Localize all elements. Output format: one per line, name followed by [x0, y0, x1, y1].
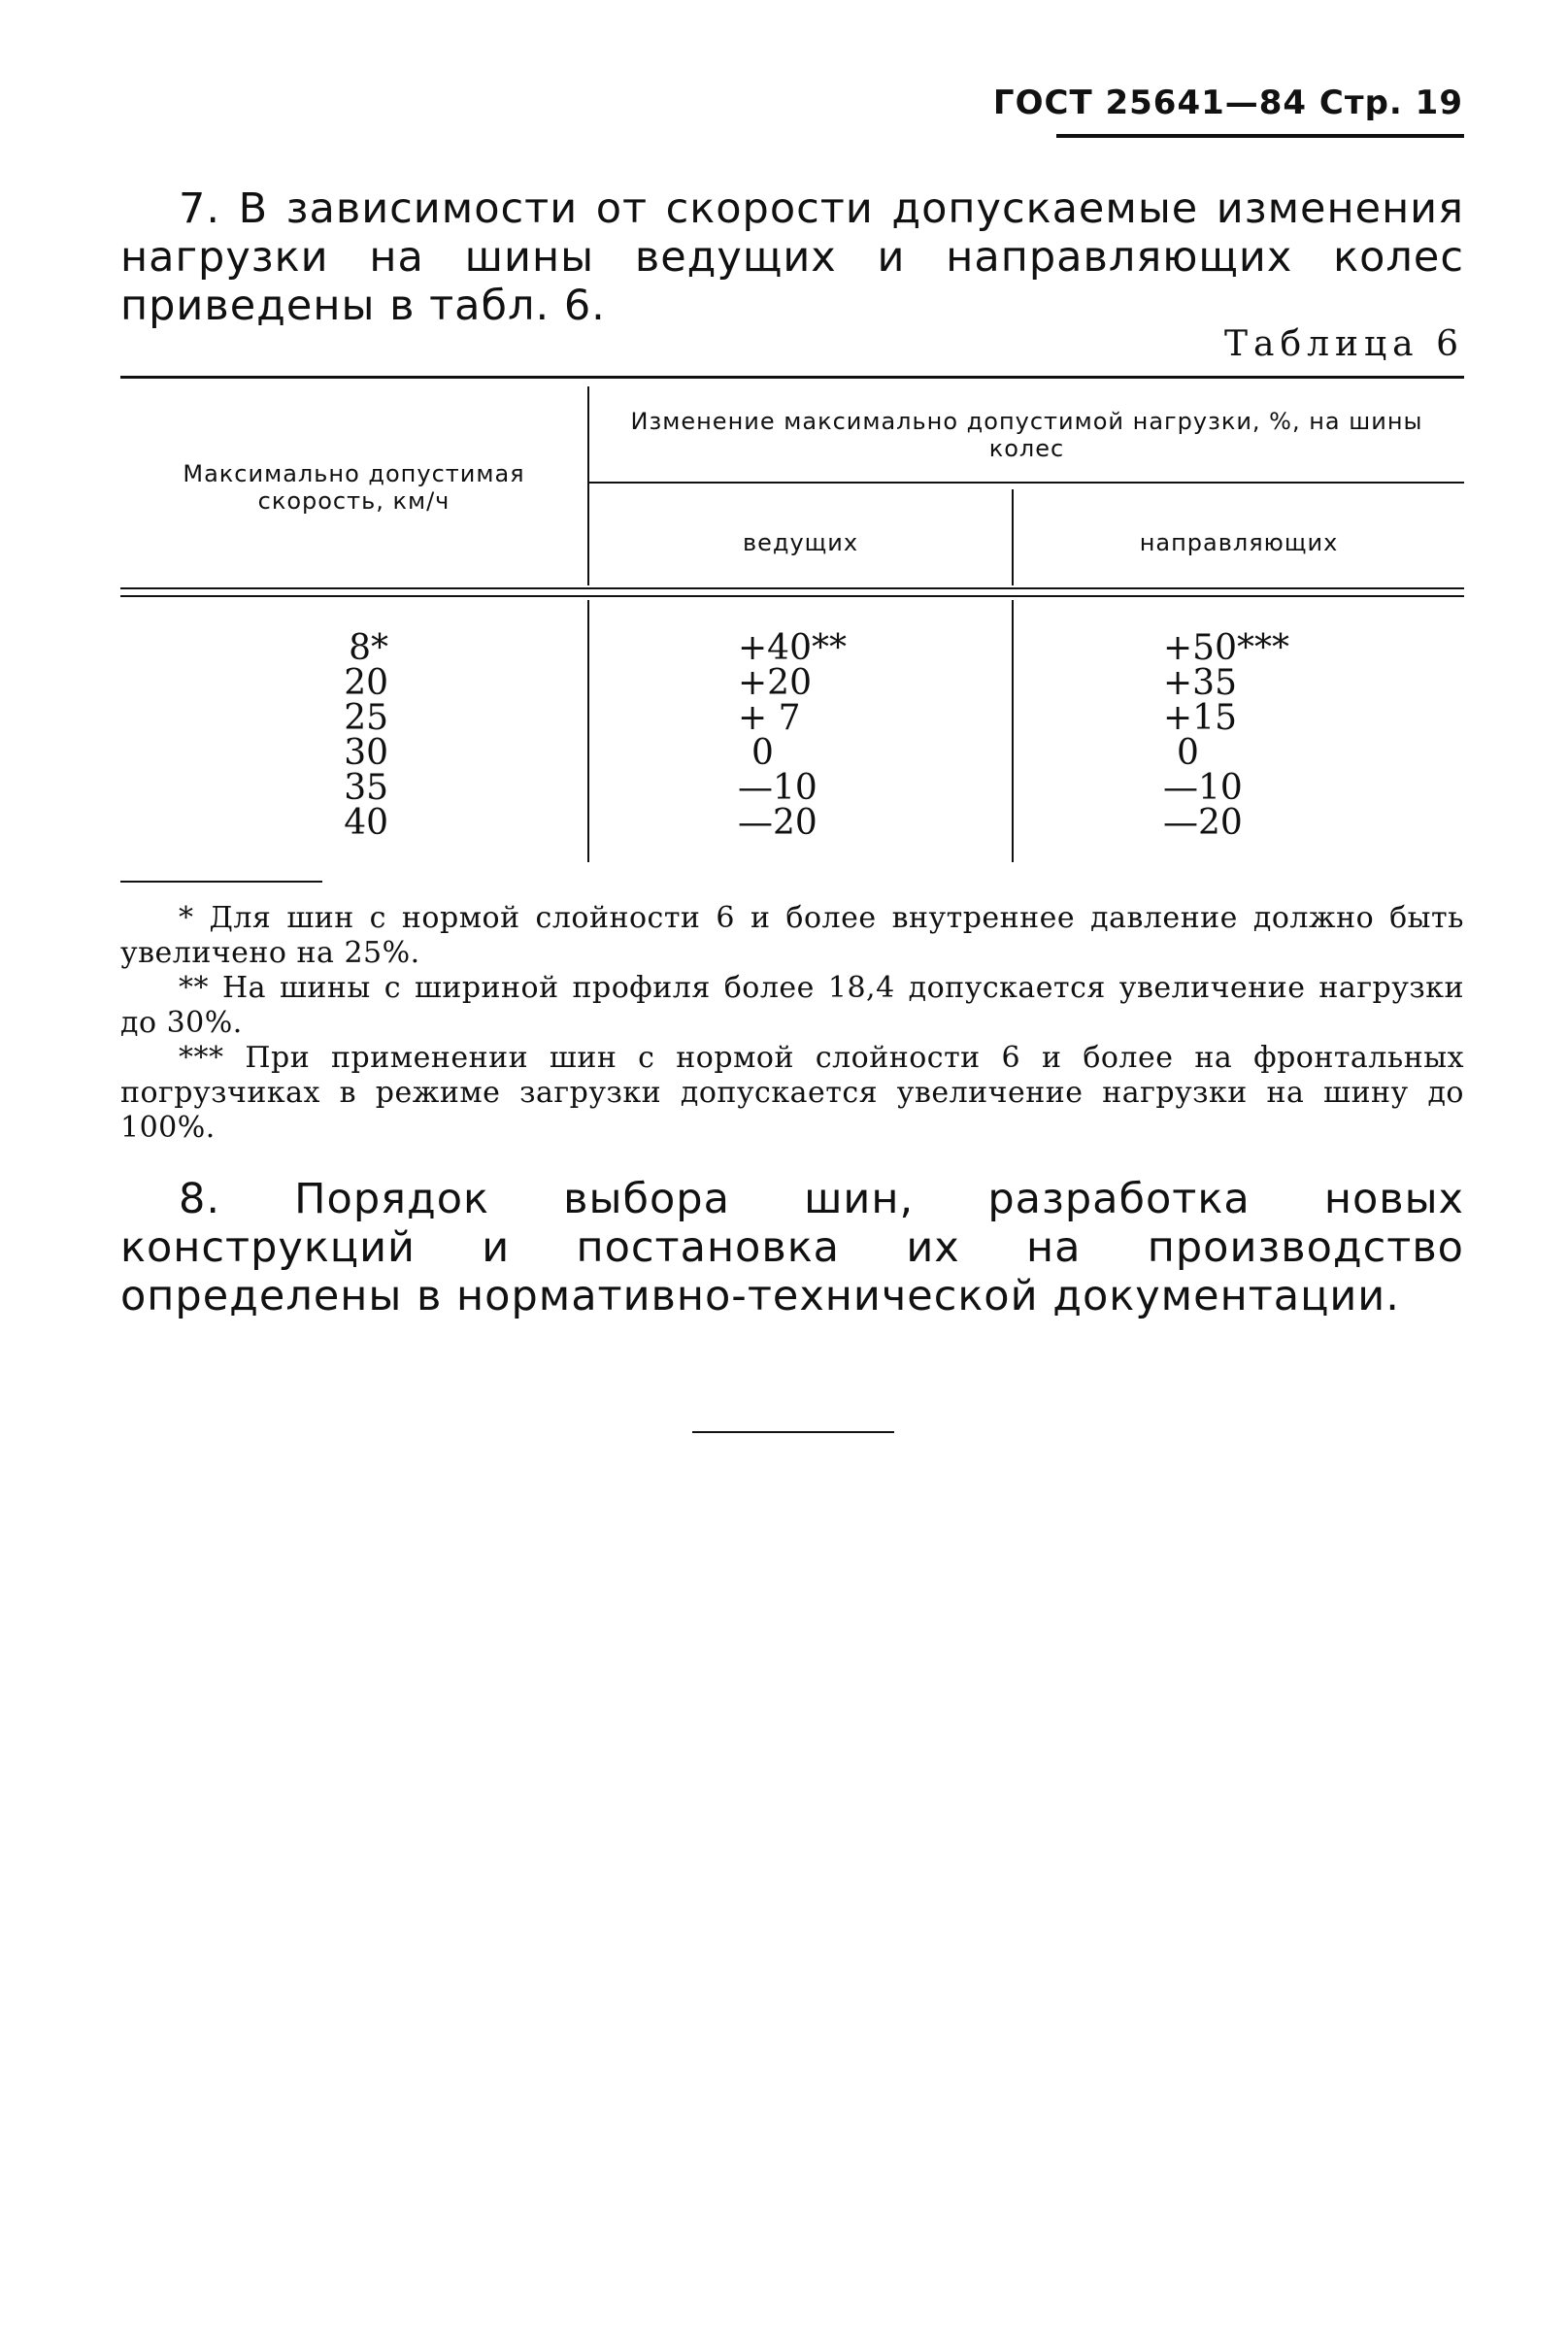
paragraph-8: 8. Порядок выбора шин, разработка новых конструкций и постановка их на производство определены в нормативно-технической документации.: [120, 1175, 1464, 1320]
end-rule: [692, 1431, 894, 1433]
table-cell-steering: +35: [1163, 663, 1237, 703]
footnote-2: ** На шины с шириной профиля более 18,4 допускается увеличение нагрузки до 30%.: [120, 971, 1464, 1040]
table-cell-speed: 30: [344, 733, 388, 773]
page-number: Стр. 19: [1318, 84, 1463, 122]
table-header-bottom-rule-2: [120, 595, 1464, 597]
column-speed: [311, 628, 388, 843]
table-cell-speed: 8*: [349, 628, 388, 668]
table-cell-driving: —20: [738, 803, 817, 843]
table-cell-driving: +40**: [738, 628, 847, 668]
table-cell-driving: +20: [738, 663, 812, 703]
header-load-change: Изменение максимально допустимой нагрузки, %, на шины колес: [630, 408, 1423, 462]
table-vline-2-body: [1012, 600, 1014, 862]
table-cell-steering: 0: [1177, 733, 1199, 773]
header-driving: ведущих: [742, 529, 859, 556]
table-header-bottom-rule: [120, 587, 1464, 589]
footnote-1: * Для шин с нормой слойности 6 и более внутреннее давление должно быть увеличено на 25%.: [120, 901, 1464, 970]
table-cell-steering: —10: [1163, 768, 1243, 808]
standard-number: ГОСТ 25641—84: [992, 84, 1308, 122]
column-driving: [738, 628, 847, 843]
table-caption: Таблица 6: [1224, 324, 1464, 364]
header-steering: направляющих: [1139, 529, 1339, 556]
column-steering: [1163, 628, 1289, 843]
page-header: [993, 84, 1463, 122]
table-cell-speed: 35: [344, 768, 388, 808]
table-cell-steering: +15: [1163, 698, 1237, 738]
footnote-rule: [120, 881, 322, 883]
table-vline-1-body: [587, 600, 589, 862]
paragraph-7: 7. В зависимости от скорости допускаемые изменения нагрузки на шины ведущих и направляющих колес приведены в табл. 6.: [120, 184, 1464, 330]
table-cell-driving: + 7: [738, 698, 801, 738]
table-cell-speed: 20: [344, 663, 388, 703]
footnote-3: *** При применении шин с нормой слойности 6 и более на фронтальных погрузчиках в режиме загрузки допускается увеличение нагрузки на шину до 100%.: [120, 1041, 1464, 1145]
table-cell-speed: 40: [344, 803, 388, 843]
table-cell-driving: 0: [751, 733, 774, 773]
table-top-rule: [120, 376, 1464, 379]
header-speed: Максимально допустимая скорость, км/ч: [183, 460, 525, 515]
table-cell-driving: —10: [738, 768, 817, 808]
header-rule: [1056, 134, 1464, 138]
table-cell-steering: +50***: [1163, 628, 1289, 668]
table-cell-steering: —20: [1163, 803, 1243, 843]
table-cell-speed: 25: [344, 698, 388, 738]
table-header-divider: [589, 482, 1464, 484]
